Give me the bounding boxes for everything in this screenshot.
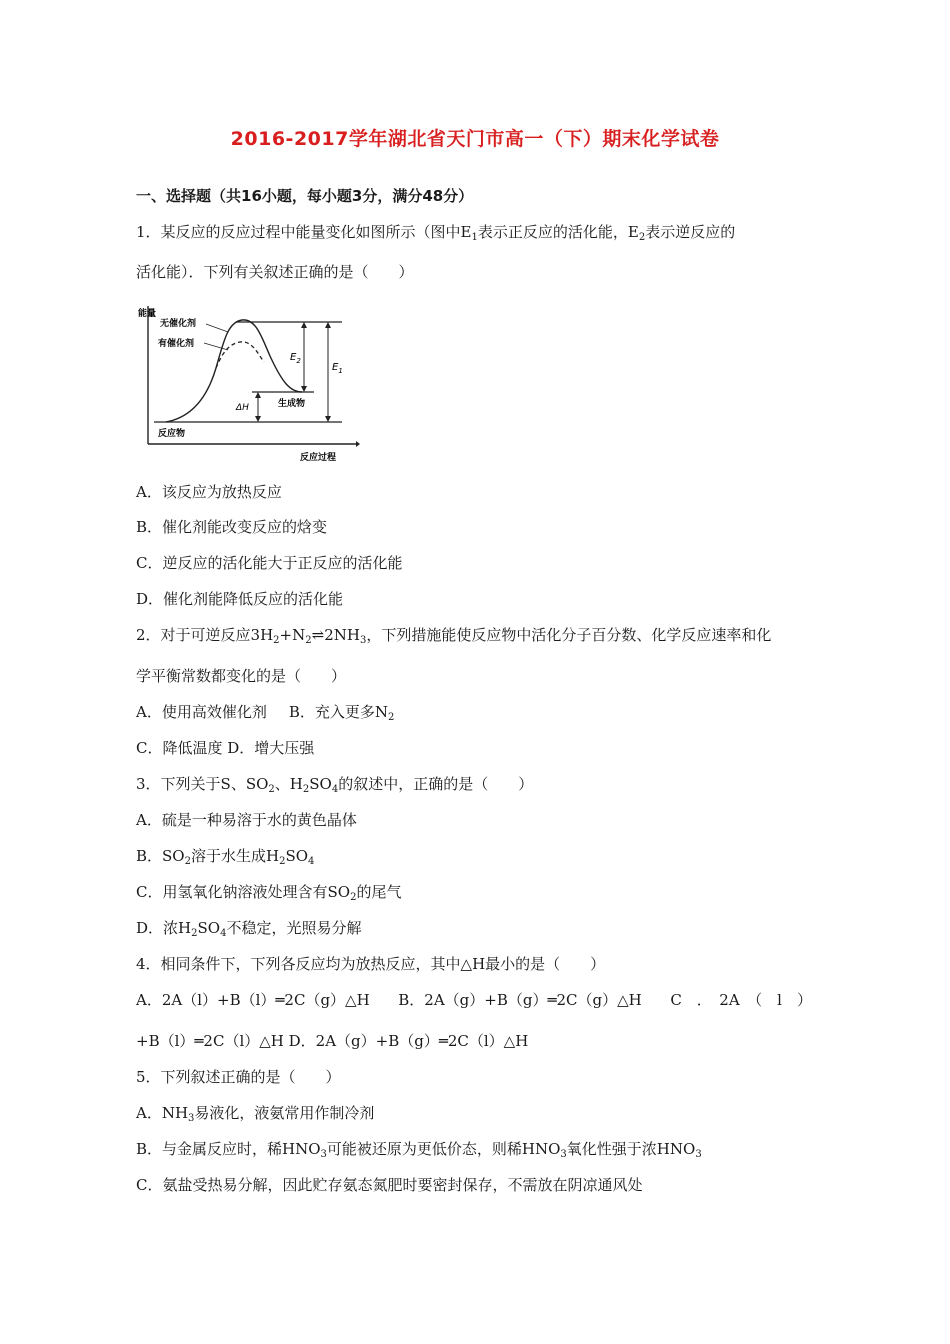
question-1-stem-line1: 1．某反应的反应过程中能量变化如图所示（图中$E_1$表示正反应的活化能，$E_2$表示逆反应的	[136, 223, 736, 243]
page-title: 2016-2017学年湖北省天门市高一（下）期末化学试卷	[230, 128, 720, 150]
question-2-option-b: B．充入更多N	[288, 703, 388, 721]
reactant-label: 反应物	[158, 429, 186, 439]
no-catalyst-pointer	[206, 324, 228, 332]
question-5-option-a: A．$NH_3$易液化，液氨常用作制冷剂	[136, 1104, 375, 1124]
e1-label: $E_1$	[332, 362, 343, 375]
question-3-option-d: D．浓$H_2SO_4$不稳定，光照易分解	[136, 919, 362, 939]
question-2-options-cd: C．降低温度 D．增大压强	[136, 739, 315, 757]
e2-arrow-bottom-head	[301, 386, 307, 392]
e1-arrow-top-head	[325, 322, 331, 328]
x-axis-label: 反应过程	[300, 453, 337, 463]
delta-h-arrow-top-head	[255, 392, 261, 398]
e1-arrow-bottom-head	[325, 416, 331, 422]
question-5-option-b: B．与金属反应时，稀$HNO_3$可能被还原为更低价态，则稀$HNO_3$氧化性强于浓$HNO_3$	[136, 1140, 702, 1160]
question-1-option-c: C．逆反应的活化能大于正反应的活化能	[136, 554, 403, 572]
question-3-stem: 3．下列关于S、$SO_2$、$H_2SO_4$的叙述中，正确的是（ ）	[136, 775, 534, 795]
with-catalyst-pointer	[204, 343, 228, 350]
e2-arrow-top-head	[301, 322, 307, 328]
question-5-option-c: C．氨盐受热易分解，因此贮存氨态氮肥时要密封保存，不需放在阴凉通风处	[136, 1176, 643, 1194]
question-2-option-a: A．使用高效催化剂	[136, 703, 267, 721]
question-4-option-c-start: C ． 2A （ l ）	[670, 991, 812, 1009]
question-3-option-a: A．硫是一种易溶于水的黄色晶体	[136, 811, 357, 829]
e2-label: $E_2$	[290, 352, 301, 365]
question-3-option-c: C．用氢氧化钠溶液处理含有$SO_2$的尾气	[136, 883, 402, 903]
question-1-stem-line2: 活化能）．下列有关叙述正确的是（ ）	[136, 263, 414, 281]
question-4-options-line2: +B（l）═2C（l）△H D．2A（g）+B（g）═2C（l）△H	[136, 1032, 529, 1050]
section-heading: 一、选择题（共16小题，每小题3分，满分48分）	[136, 187, 474, 205]
question-3-option-b: B．$SO_2$溶于水生成$H_2SO_4$	[136, 847, 315, 867]
question-1-option-b: B．催化剂能改变反应的焓变	[136, 518, 328, 536]
energy-profile-diagram	[136, 298, 360, 464]
y-axis-label: 能量	[138, 309, 157, 319]
question-4-option-b: B．2A（g）+B（g）═2C（g）△H	[398, 991, 642, 1009]
question-4-options-line1	[136, 990, 812, 1010]
question-1-option-a: A．该反应为放热反应	[136, 483, 282, 501]
delta-h-label: ΔH	[236, 403, 249, 413]
no-catalyst-label: 无催化剂	[160, 319, 197, 329]
product-label: 生成物	[278, 399, 306, 409]
question-2-options-ab: A．使用高效催化剂 B．充入更多$N_2$	[136, 703, 395, 723]
question-4-stem: 4．相同条件下，下列各反应均为放热反应，其中△H最小的是（ ）	[136, 955, 606, 973]
x-axis-arrow	[356, 441, 360, 447]
energy-profile-svg	[136, 298, 360, 464]
question-2-stem-line2: 学平衡常数都变化的是（ ）	[136, 667, 347, 685]
question-4-option-a: A．2A（l）+B（l）═2C（g）△H	[136, 991, 370, 1009]
question-5-stem: 5．下列叙述正确的是（ ）	[136, 1068, 341, 1086]
question-1-option-d: D．催化剂能降低反应的活化能	[136, 590, 344, 608]
with-catalyst-label: 有催化剂	[158, 339, 195, 349]
delta-h-arrow-bottom-head	[255, 416, 261, 422]
question-2-stem-line1: 2．对于可逆反应$3H_2+N_2\rightleftharpoons 2NH_3$，下列措施能使反应物中活化分子百分数、化学反应速率和化	[136, 626, 772, 646]
